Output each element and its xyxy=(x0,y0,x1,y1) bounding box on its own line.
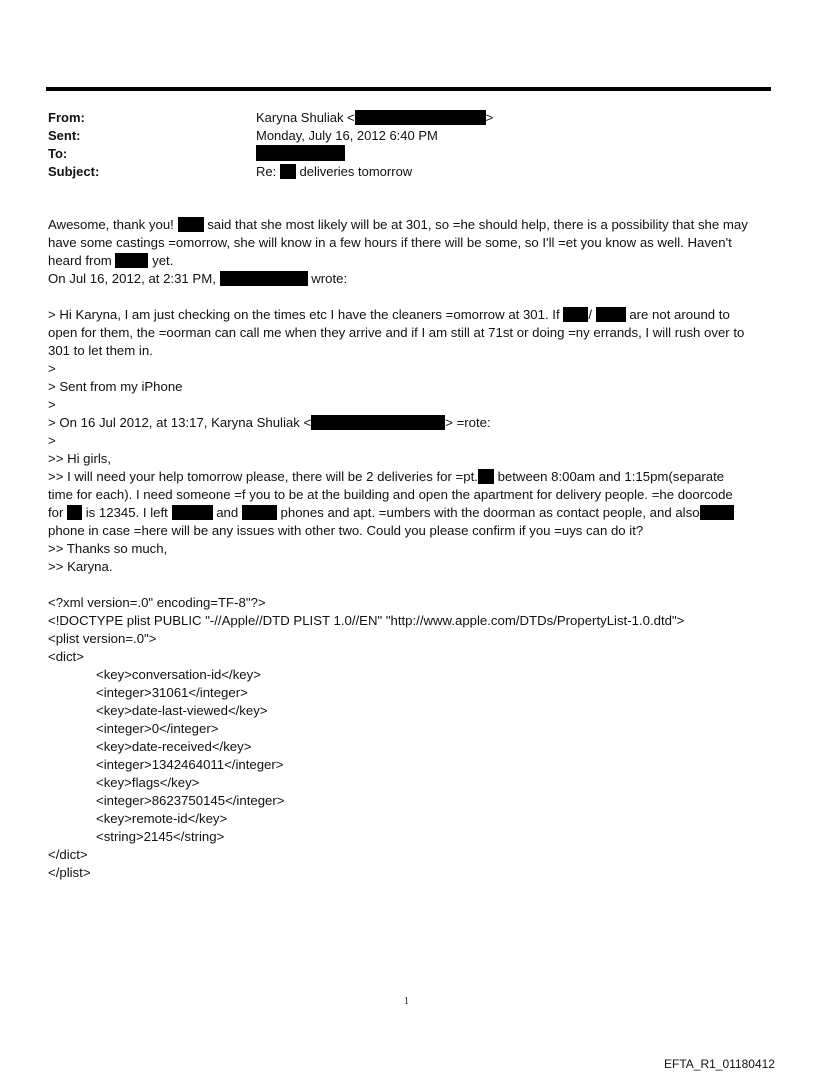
dict-open: <dict> xyxy=(48,649,84,664)
quote-line: > Sent from my iPhone xyxy=(48,379,183,394)
text: > =rote: xyxy=(445,415,491,430)
redaction xyxy=(311,415,445,430)
quote-line: > xyxy=(48,433,56,448)
plist-entry: <integer>1342464011</integer> xyxy=(96,757,284,772)
quote-line: time for each). I need someone =f you to be at the building and open the apartment for delivery people. =he doorcode xyxy=(48,487,733,502)
document-id: EFTA_R1_01180412 xyxy=(664,1057,775,1071)
plist-entry: <integer>8623750145</integer> xyxy=(96,793,285,808)
text: >> I will need your help tomorrow please, there will be 2 deliveries for =pt. xyxy=(48,469,478,484)
redaction xyxy=(242,505,277,520)
text: heard from xyxy=(48,253,112,268)
quote-line: phone in case =here will be any issues with other two. Could you please confirm if you =uys can do it? xyxy=(48,523,644,538)
doctype-line: <!DOCTYPE plist PUBLIC "-//Apple//DTD PLIST 1.0//EN" "http://www.apple.com/DTDs/PropertyList-1.0.dtd"> xyxy=(48,613,685,628)
from-label: From: xyxy=(48,110,85,125)
quote-line xyxy=(48,504,734,522)
body-line xyxy=(48,216,748,234)
quote-line: >> Karyna. xyxy=(48,559,113,574)
text: On Jul 16, 2012, at 2:31 PM, xyxy=(48,271,216,286)
page-number: 1 xyxy=(404,996,409,1007)
text: are not around to xyxy=(629,307,730,322)
text: phones and apt. =umbers with the doorman as contact people, and also xyxy=(280,505,700,520)
quote-line: > xyxy=(48,361,56,376)
text: between 8:00am and 1:15pm(separate xyxy=(497,469,725,484)
plist-entry: <string>2145</string> xyxy=(96,829,225,844)
plist-close: </plist> xyxy=(48,865,91,880)
redaction xyxy=(280,164,296,179)
quote-line: > xyxy=(48,397,56,412)
to-label: To: xyxy=(48,146,68,161)
text: said that she most likely will be at 301, so =he should help, there is a possibility that she may xyxy=(207,217,748,232)
redaction xyxy=(115,253,148,268)
subject-label: Subject: xyxy=(48,164,100,179)
xml-declaration: <?xml version=.0" encoding=TF-8"?> xyxy=(48,595,266,610)
quote-line xyxy=(48,306,730,324)
redaction xyxy=(256,145,345,161)
quote-line: >> Thanks so much, xyxy=(48,541,168,556)
redaction xyxy=(478,469,494,484)
text: / xyxy=(588,307,592,322)
plist-entry: <key>flags</key> xyxy=(96,775,200,790)
sent-label: Sent: xyxy=(48,128,81,143)
quote-line: open for them, the =oorman can call me when they arrive and if I am still at 71st or doing =ny errands, I will rush over to xyxy=(48,325,745,340)
plist-open: <plist version=.0"> xyxy=(48,631,157,646)
redaction xyxy=(563,307,588,322)
text: yet. xyxy=(152,253,174,268)
header-rule xyxy=(46,87,771,91)
dict-close: </dict> xyxy=(48,847,88,862)
plist-entry: <key>conversation-id</key> xyxy=(96,667,261,682)
redaction xyxy=(700,505,734,520)
text: wrote: xyxy=(311,271,348,286)
from-name: Karyna Shuliak < xyxy=(256,110,355,125)
redaction xyxy=(67,505,82,520)
plist-entry: <key>date-last-viewed</key> xyxy=(96,703,268,718)
body-line xyxy=(48,270,347,288)
to-value xyxy=(256,145,345,163)
text: > On 16 Jul 2012, at 13:17, Karyna Shuliak < xyxy=(48,415,312,430)
body-line xyxy=(48,252,173,270)
text: Awesome, thank you! xyxy=(48,217,174,232)
plist-entry: <key>date-received</key> xyxy=(96,739,252,754)
plist-entry: <key>remote-id</key> xyxy=(96,811,228,826)
plist-entry: <integer>31061</integer> xyxy=(96,685,248,700)
quote-line: >> Hi girls, xyxy=(48,451,112,466)
text: and xyxy=(216,505,239,520)
redaction xyxy=(355,110,486,125)
body-line: have some castings =omorrow, she will know in a few hours if there will be some, so I'll =et you know as well. Haven't xyxy=(48,235,732,250)
redaction xyxy=(178,217,204,232)
redaction xyxy=(596,307,626,322)
sent-value: Monday, July 16, 2012 6:40 PM xyxy=(256,128,438,143)
text: is 12345. I left xyxy=(85,505,168,520)
text: > Hi Karyna, I am just checking on the times etc I have the cleaners =omorrow at 301. If xyxy=(48,307,560,322)
subject-suffix: deliveries tomorrow xyxy=(299,164,413,179)
subject-prefix: Re: xyxy=(256,164,277,179)
plist-entry: <integer>0</integer> xyxy=(96,721,219,736)
redaction xyxy=(220,271,308,286)
quote-line: 301 to let them in. xyxy=(48,343,153,358)
subject-value xyxy=(256,163,412,181)
from-value xyxy=(256,109,493,127)
text: for xyxy=(48,505,64,520)
redaction xyxy=(172,505,213,520)
quote-line xyxy=(48,468,724,486)
from-close: > xyxy=(485,110,494,125)
quote-line xyxy=(48,414,491,432)
